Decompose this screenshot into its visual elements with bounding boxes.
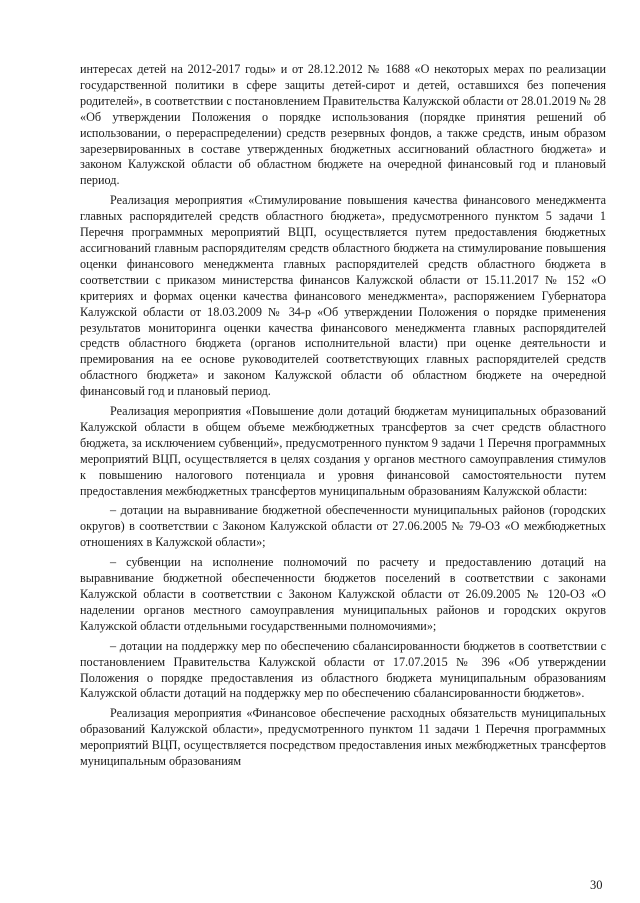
- document-body: [80, 62, 606, 774]
- paragraph-financial-management: Реализация мероприятия «Стимулирование повышения качества финансового менеджмента главных распорядителей средств областного бюджета», предусмотренного пунктом 5 задачи 1 Перечня программных мероприятий ВЦП, осуществляется путем предоставления бюджетных ассигнований главным распорядителям средств областного бюджета на стимулирование повышения оценки финансового менеджмента главных распорядителей средств областного бюджета в соответствии с приказом министерства финансов Калужской области от 15.11.2017 № 152 «О критериях и формах оценки качества финансового менеджмента», распоряжением Губернатора Калужской области от 18.03.2009 № 34-р «Об утверждении Положения о порядке применения результатов мониторинга оценки качества финансового менеджмента главных распорядителей средств областного бюджета (органов исполнительной власти) при оценке деятельности и премирования на ее основе руководителей соответствующих главных распорядителей средств областного бюджета» и законом Калужской области об областном бюджете на очередной финансовый год и плановый период.: [80, 193, 606, 399]
- paragraph-continuation: интересах детей на 2012-2017 годы» и от 28.12.2012 № 1688 «О некоторых мерах по реализации государственной политики в сфере защиты детей-сирот и детей, оставшихся без попечения родителей», в соответствии с постановлением Правительства Калужской области от 28.01.2019 № 28 «Об утверждении Положения о порядке использования (порядке принятия решений об использовании, о перераспределении) средств резервных фондов, а также средств, иным образом зарезервированных в составе утвержденных бюджетных ассигнований областного бюджета» и законом Калужской области об областном бюджете на очередной финансовый год и плановый период.: [80, 62, 606, 188]
- list-item-subventions: – субвенции на исполнение полномочий по расчету и предоставлению дотаций на выравнивание бюджетной обеспеченности бюджетов поселений в соответствии с законами Калужской области в соответствии с Законом Калужской области от 26.09.2005 № 120-ОЗ «О наделении органов местного самоуправления муниципальных районов и городских округов Калужской области отдельными государственными полномочиями»;: [80, 555, 606, 633]
- list-item-equalization-subsidies: – дотации на выравнивание бюджетной обеспеченности муниципальных районов (городских округов) в соответствии с Законом Калужской области от 27.06.2005 № 79-ОЗ «О межбюджетных отношениях в Калужской области»;: [80, 503, 606, 550]
- paragraph-subsidies-share: Реализация мероприятия «Повышение доли дотаций бюджетам муниципальных образований Калужской области в общем объеме межбюджетных трансфертов за счет средств областного бюджета, за исключением субвенций», предусмотренного пунктом 9 задачи 1 Перечня программных мероприятий ВЦП, осуществляется в целях создания у органов местного самоуправления стимулов к повышению налогового потенциала и уровня финансовой самостоятельности путем предоставления межбюджетных трансфертов муниципальным образованиям Калужской области:: [80, 404, 606, 498]
- paragraph-financial-support: Реализация мероприятия «Финансовое обеспечение расходных обязательств муниципальных образований Калужской области», предусмотренного пунктом 11 задачи 1 Перечня программных мероприятий ВЦП, осуществляется посредством предоставления иных межбюджетных трансфертов муниципальным образованиям: [80, 706, 606, 769]
- list-item-balance-support: – дотации на поддержку мер по обеспечению сбалансированности бюджетов в соответствии с постановлением Правительства Калужской области от 17.07.2015 № 396 «Об утверждении Положения о порядке предоставления из областного бюджета муниципальным образованиям Калужской области дотаций на поддержку мер по обеспечению сбалансированности бюджетов».: [80, 638, 606, 701]
- page-number: 30: [590, 878, 603, 892]
